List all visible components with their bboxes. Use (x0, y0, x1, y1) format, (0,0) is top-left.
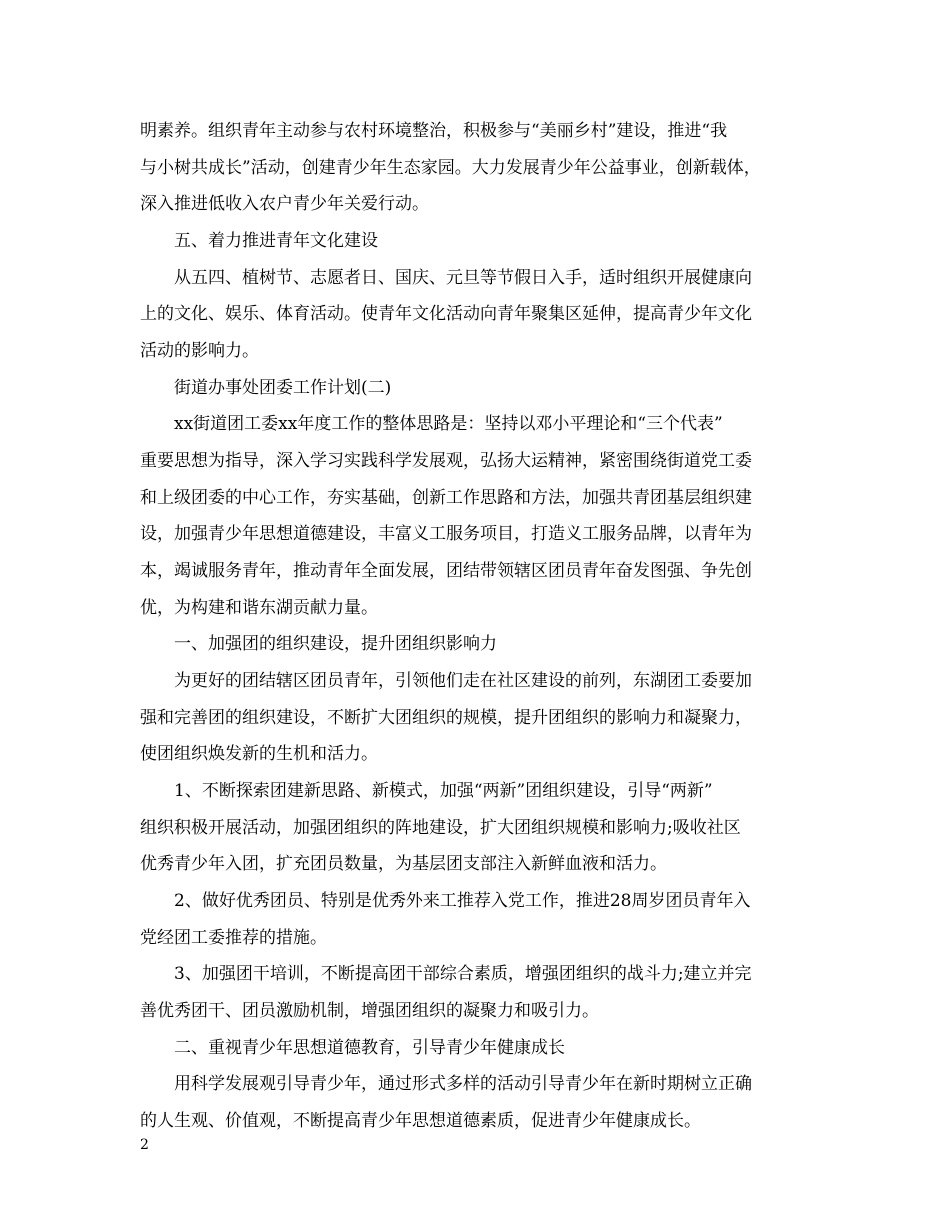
text-line: 从五四、植树节、志愿者日、国庆、元旦等节假日入手，适时组织开展健康向 (174, 268, 752, 288)
text-line: 明素养。组织青年主动参与农村环境整治，积极参与“美丽乡村”建设，推进“我 (140, 121, 728, 141)
text-line: 深入推进低收入农户青少年关爱行动。 (140, 194, 429, 214)
text-line: 与小树共成长”活动，创建青少年生态家园。大力发展青少年公益事业，创新载体， (140, 158, 761, 178)
text-line: 设，加强青少年思想道德建设，丰富义工服务项目，打造义工服务品牌，以青年为 (140, 524, 752, 544)
section-heading: 二、重视青少年思想道德教育，引导青少年健康成长 (174, 1038, 565, 1058)
text-line: 善优秀团干、团员激励机制，增强团组织的凝聚力和吸引力。 (140, 1001, 599, 1021)
page-number: 2 (140, 1137, 149, 1153)
text-line: 党经团工委推荐的措施。 (140, 928, 327, 948)
text-line: 使团组织焕发新的生机和活力。 (140, 744, 378, 764)
text-line: 活动的影响力。 (140, 341, 259, 361)
text-line: 为更好的团结辖区团员青年，引领他们走在社区建设的前列，东湖团工委要加 (174, 671, 752, 691)
text-line: 用科学发展观引导青少年，通过形式多样的活动引导青少年在新时期树立正确 (174, 1074, 752, 1094)
text-line: 上的文化、娱乐、体育活动。使青年文化活动向青年聚集区延伸，提高青少年文化 (140, 304, 752, 324)
text-line: 强和完善团的组织建设，不断扩大团组织的规模，提升团组织的影响力和凝聚力， (140, 708, 752, 728)
text-line: 1、不断探索团建新思路、新模式，加强“两新”团组织建设，引导“两新” (174, 781, 713, 801)
text-line: 优秀青少年入团，扩充团员数量，为基层团支部注入新鲜血液和活力。 (140, 854, 667, 874)
document-title: 街道办事处团委工作计划(二) (174, 378, 392, 398)
text-line: 优，为构建和谐东湖贡献力量。 (140, 598, 378, 618)
text-line: 重要思想为指导，深入学习实践科学发展观，弘扬大运精神，紧密围绕街道党工委 (140, 451, 752, 471)
text-line: 组织积极开展活动，加强团组织的阵地建设，扩大团组织规模和影响力;吸收社区 (140, 818, 741, 838)
section-heading: 五、着力推进青年文化建设 (174, 231, 378, 251)
text-line: 2、做好优秀团员、特别是优秀外来工推荐入党工作，推进28周岁团员青年入 (174, 891, 751, 911)
text-line: 和上级团委的中心工作，夯实基础，创新工作思路和方法，加强共青团基层组织建 (140, 488, 752, 508)
text-line: 本，竭诚服务青年，推动青年全面发展，团结带领辖区团员青年奋发图强、争先创 (140, 561, 752, 581)
text-line: xx街道团工委xx年度工作的整体思路是：坚持以邓小平理论和“三个代表” (174, 414, 723, 434)
text-line: 的人生观、价值观，不断提高青少年思想道德素质，促进青少年健康成长。 (140, 1111, 701, 1131)
section-heading: 一、加强团的组织建设，提升团组织影响力 (174, 634, 497, 654)
text-line: 3、加强团干培训，不断提高团干部综合素质，增强团组织的战斗力;建立并完 (174, 964, 752, 984)
